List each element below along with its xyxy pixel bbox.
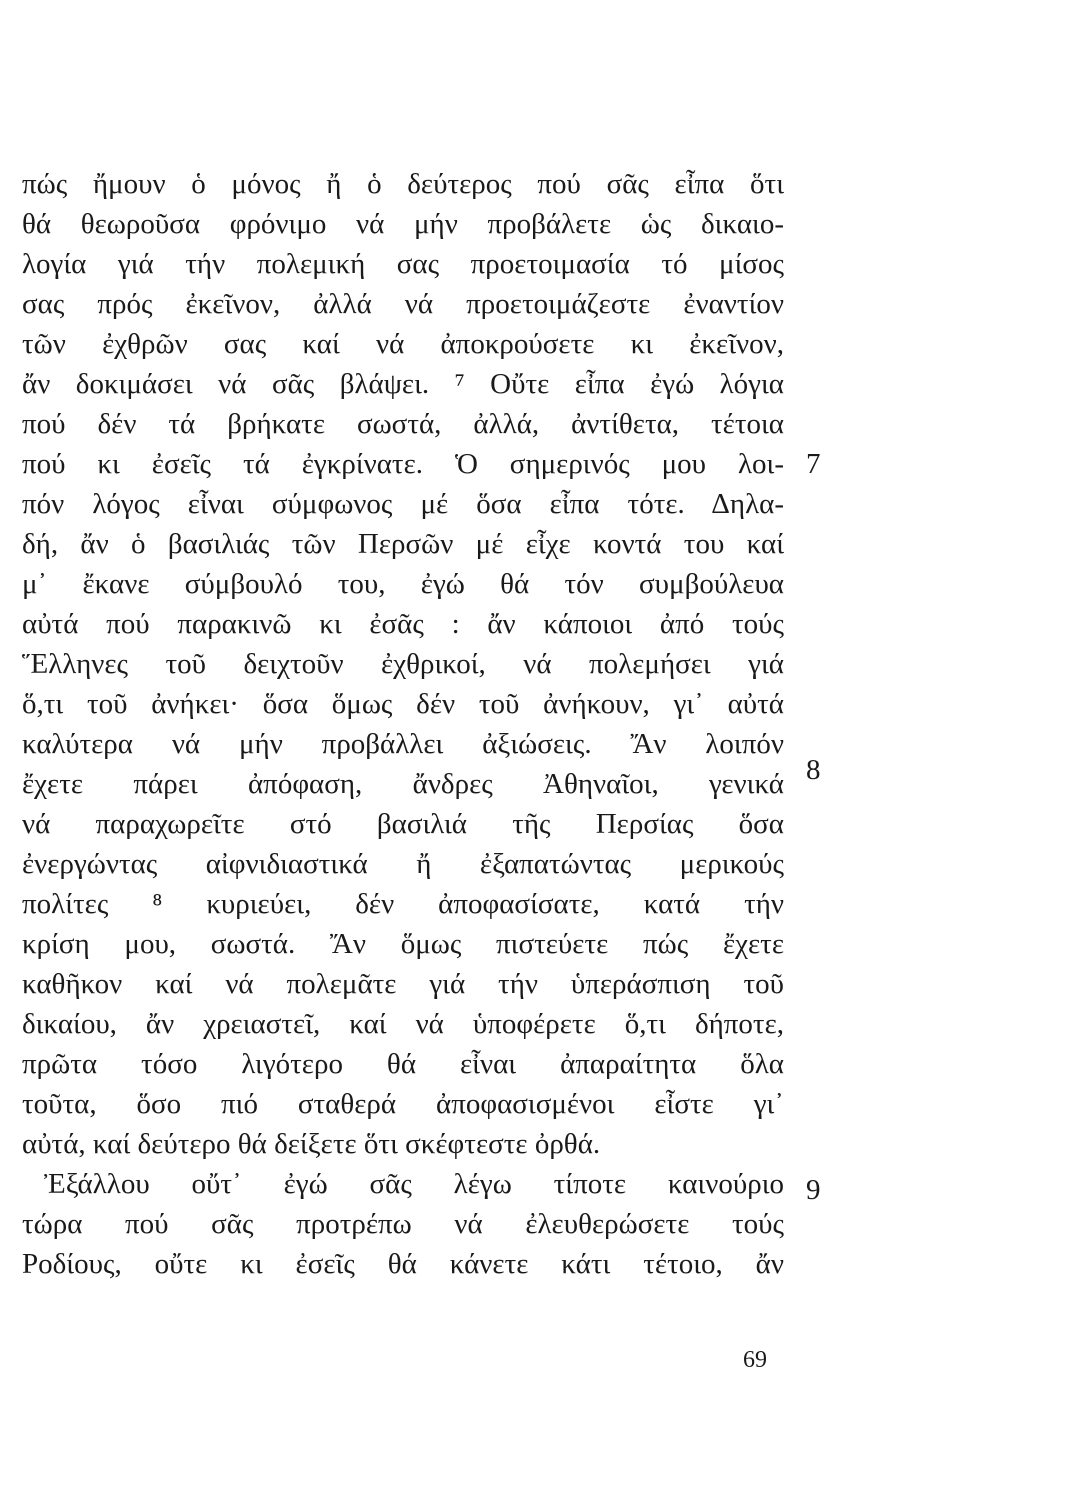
text-line: ἄν δοκιμάσει νά σᾶς βλάψει. ⁷ Οὔτε εἶπα ἐγώ λόγια — [22, 368, 784, 400]
text-line: αὐτά, καί δεύτερο θά δείξετε ὅτι σκέφτεστε ὀρθά. — [22, 1128, 601, 1160]
text-line: ὅ,τι τοῦ ἀνήκει· ὅσα ὅμως δέν τοῦ ἀνήκουν, γι᾽ αὐτά — [22, 688, 784, 720]
page-number: 69 — [743, 1347, 767, 1373]
text-line: Ἐξάλλου οὔτ᾽ ἐγώ σᾶς λέγω τίποτε καινούριο — [44, 1168, 784, 1200]
text-line: νά παραχωρεῖτε στό βασιλιά τῆς Περσίας ὅσα — [22, 808, 784, 840]
text-line: αὐτά πού παρακινῶ κι ἐσᾶς : ἄν κάποιοι ἀπό τούς — [22, 608, 784, 640]
text-line: δικαίου, ἄν χρειαστεῖ, καί νά ὑποφέρετε ὅ,τι δήποτε, — [22, 1008, 784, 1040]
text-line: κρίση μου, σωστά. Ἄν ὅμως πιστεύετε πώς ἔχετε — [22, 928, 784, 960]
section-number: 7 — [806, 448, 821, 480]
text-line: Ἕλληνες τοῦ δειχτοῦν ἐχθρικοί, νά πολεμήσει γιά — [22, 648, 784, 680]
text-line: θά θεωροῦσα φρόνιμο νά μήν προβάλετε ὡς δικαιο- — [22, 208, 784, 240]
text-line: πού δέν τά βρήκατε σωστά, ἀλλά, ἀντίθετα, τέτοια — [22, 408, 784, 440]
text-line: σας πρός ἐκεῖνον, ἀλλά νά προετοιμάζεστε ἐναντίον — [22, 288, 784, 320]
text-line: πολίτες ⁸ κυριεύει, δέν ἀποφασίσατε, κατά τήν — [22, 888, 784, 920]
text-line: μ᾽ ἔκανε σύμβουλό του, ἐγώ θά τόν συμβούλευα — [22, 568, 784, 600]
text-line: τώρα πού σᾶς προτρέπω νά ἐλευθερώσετε τούς — [22, 1208, 784, 1240]
text-line: τοῦτα, ὅσο πιό σταθερά ἀποφασισμένοι εἶστε γι᾽ — [22, 1088, 784, 1120]
text-line: λογία γιά τήν πολεμική σας προετοιμασία τό μίσος — [22, 248, 784, 280]
text-line: δή, ἄν ὁ βασιλιάς τῶν Περσῶν μέ εἶχε κοντά του καί — [22, 528, 784, 560]
text-line: πού κι ἐσεῖς τά ἐγκρίνατε. Ὁ σημερινός μου λοι- — [22, 448, 784, 480]
text-line: πόν λόγος εἶναι σύμφωνος μέ ὅσα εἶπα τότε. Δηλα- — [22, 488, 784, 520]
section-number: 8 — [806, 754, 821, 786]
text-line: ἐνεργώντας αἰφνιδιαστικά ἤ ἐξαπατώντας μερικούς — [22, 848, 784, 880]
text-line: πώς ἤμουν ὁ μόνος ἤ ὁ δεύτερος πού σᾶς εἶπα ὅτι — [22, 168, 784, 200]
section-number: 9 — [806, 1174, 821, 1206]
text-line: καθῆκον καί νά πολεμᾶτε γιά τήν ὑπεράσπιση τοῦ — [22, 968, 784, 1000]
text-line: Ροδίους, οὔτε κι ἐσεῖς θά κάνετε κάτι τέτοιο, ἄν — [22, 1248, 784, 1280]
text-line: τῶν ἐχθρῶν σας καί νά ἀποκρούσετε κι ἐκεῖνον, — [22, 328, 784, 360]
text-line: καλύτερα νά μήν προβάλλει ἀξιώσεις. Ἄν λοιπόν — [22, 728, 784, 760]
text-line: πρῶτα τόσο λιγότερο θά εἶναι ἀπαραίτητα ὅλα — [22, 1048, 784, 1080]
text-line: ἔχετε πάρει ἀπόφαση, ἄνδρες Ἀθηναῖοι, γενικά — [22, 768, 784, 800]
